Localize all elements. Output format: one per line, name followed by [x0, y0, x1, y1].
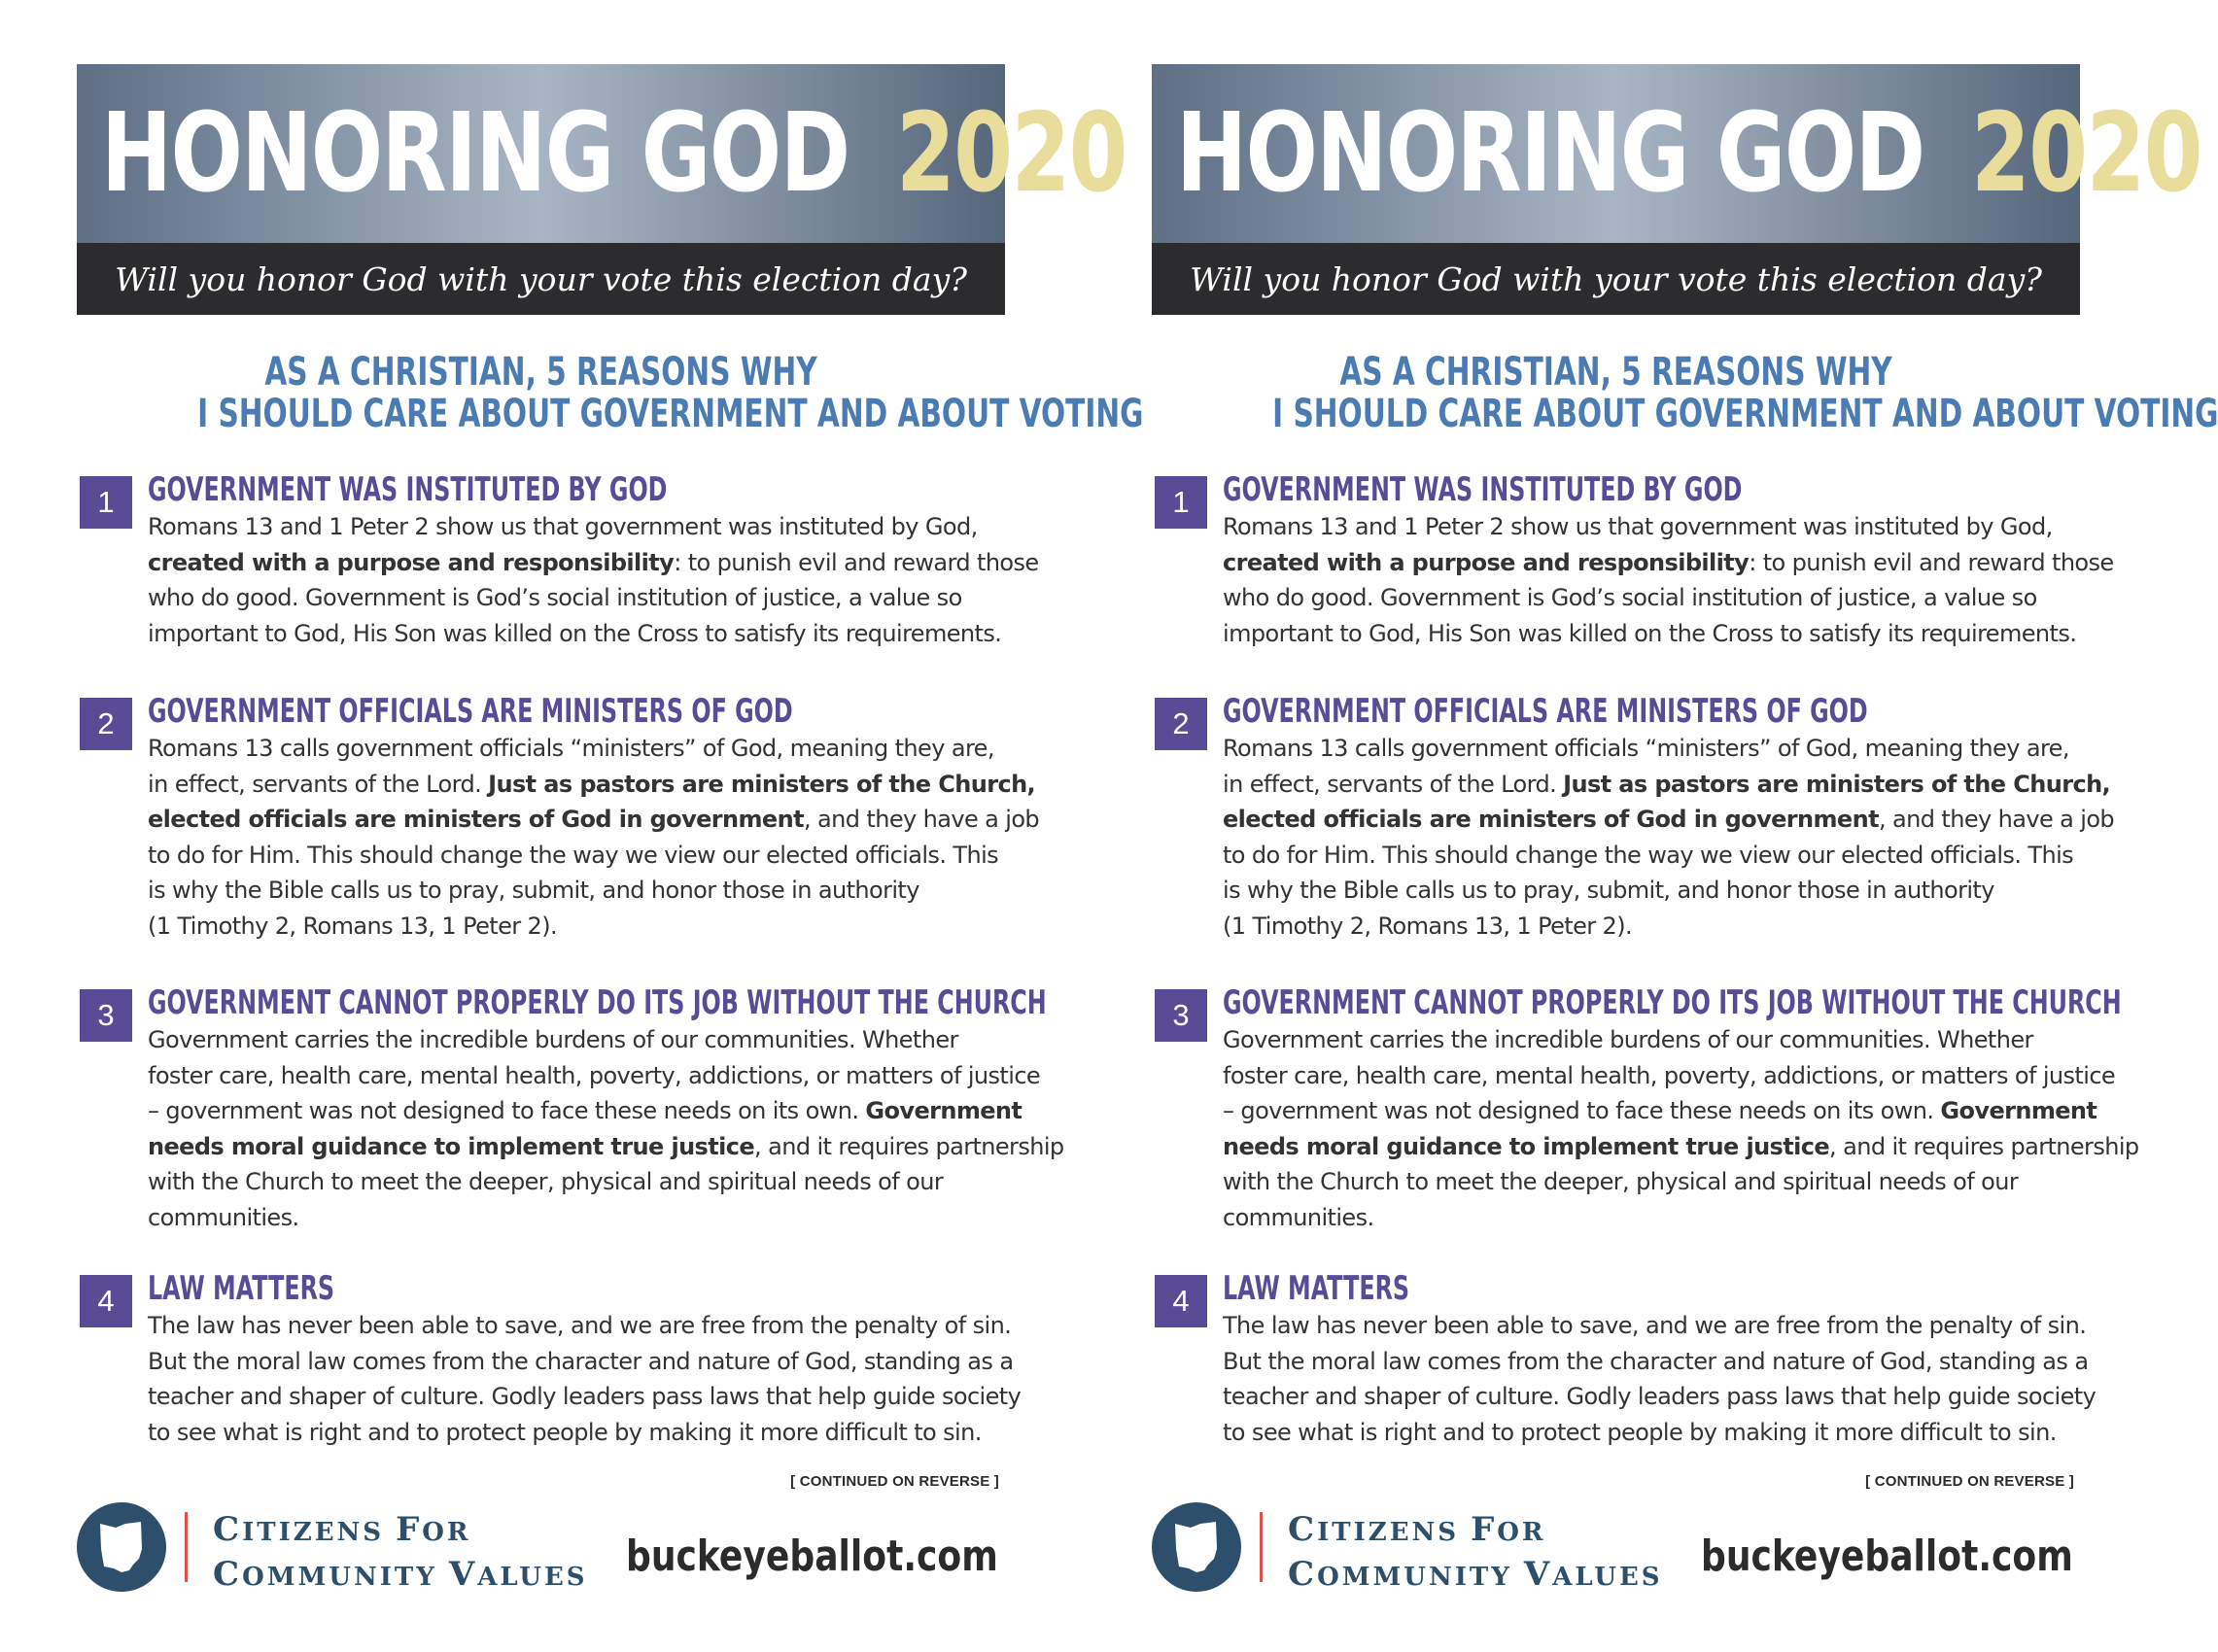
reason-body [1223, 509, 2114, 651]
body-text: But the moral law comes from the character and nature of God, standing as a [148, 1347, 1014, 1375]
reason-body [1223, 731, 2115, 944]
website-link[interactable]: buckeyeballot.com [626, 1532, 998, 1581]
body-text: , and they have a job [1878, 806, 2115, 833]
reason-body [148, 731, 1040, 944]
heading-line-2: I SHOULD CARE ABOUT GOVERNMENT AND ABOUT VOTING [1272, 392, 2218, 436]
continued-note: [ CONTINUED ON REVERSE ] [790, 1473, 999, 1490]
reason-number: 1 [80, 476, 132, 529]
footer [77, 1502, 1005, 1619]
section-heading [77, 350, 1144, 436]
body-text: The law has never been able to save, and we are free from the penalty of sin. [148, 1312, 1012, 1339]
body-text: : to punish evil and reward those [1749, 548, 2114, 576]
org-line-2: COMMUNITY VALUES [213, 1555, 588, 1594]
emphasis-text: elected officials are ministers of God in government [1223, 806, 1879, 833]
body-text: Government carries the incredible burdens of our communities. Whether [1223, 1026, 2033, 1053]
body-text: Romans 13 and 1 Peter 2 show us that government was instituted by God, [148, 513, 978, 540]
body-text: in effect, servants of the Lord. [1223, 770, 1564, 798]
reason-number: 2 [80, 698, 132, 750]
reason-body [1223, 1308, 2097, 1450]
body-text: , and it requires partnership [754, 1132, 1064, 1160]
body-text: – government was not designed to face these needs on its own. [148, 1097, 866, 1124]
heading-line-1: AS A CHRISTIAN, 5 REASONS WHY [264, 350, 817, 395]
reason-line [1223, 1344, 2089, 1380]
banner-title: HONORING GOD [1176, 90, 1924, 217]
reason-line [148, 731, 1003, 767]
body-text: (1 Timothy 2, Romans 13, 1 Peter 2). [148, 912, 558, 940]
reason-line [1223, 1164, 2078, 1200]
body-text: communities. [148, 1203, 299, 1231]
reason-number: 4 [80, 1275, 132, 1327]
body-text: Romans 13 calls government officials “ministers” of God, meaning they are, [1223, 735, 2069, 762]
reason-number: 3 [1155, 989, 1207, 1042]
reason-line [148, 1022, 1003, 1058]
body-text: foster care, health care, mental health, poverty, addictions, or matters of justice [148, 1061, 1041, 1089]
body-text: to see what is right and to protect people by making it more difficult to sin. [1223, 1418, 2057, 1446]
body-text: in effect, servants of the Lord. [148, 770, 489, 798]
reason-title: LAW MATTERS [1223, 1269, 1410, 1308]
reason-number: 2 [1155, 698, 1207, 750]
reason-line [1223, 1058, 2116, 1094]
body-text: who do good. Government is God’s social institution of justice, a value so [1223, 584, 2037, 611]
body-text: Romans 13 calls government officials “ministers” of God, meaning they are, [148, 735, 994, 762]
reason-line [148, 1200, 1003, 1236]
reason-line [148, 873, 1003, 909]
body-text: communities. [1223, 1203, 1374, 1231]
reason-line [148, 545, 1039, 581]
ohio-state-icon [1152, 1502, 1241, 1592]
reason-title: GOVERNMENT OFFICIALS ARE MINISTERS OF GOD [1223, 692, 1868, 731]
body-text: foster care, health care, mental health, poverty, addictions, or matters of justice [1223, 1061, 2116, 1089]
reason-line [148, 802, 1040, 838]
emphasis-text: elected officials are ministers of God in government [148, 806, 804, 833]
body-text: Romans 13 and 1 Peter 2 show us that government was instituted by God, [1223, 513, 2053, 540]
reason-line [148, 616, 1003, 652]
footer [1152, 1502, 2080, 1619]
reason-line [1223, 1093, 2097, 1129]
reason-body [1223, 1022, 2139, 1235]
emphasis-text: Just as pastors are ministers of the Church, [488, 770, 1036, 798]
org-line-1: CITIZENS FOR [213, 1510, 471, 1549]
section-heading [1152, 350, 2218, 436]
body-text: who do good. Government is God’s social institution of justice, a value so [148, 584, 962, 611]
reason-line [1223, 802, 2115, 838]
reason-body [148, 1308, 1022, 1450]
reason-line [1223, 1022, 2078, 1058]
flyer-panel-right [1152, 64, 2218, 1619]
reason-title: GOVERNMENT OFFICIALS ARE MINISTERS OF GOD [148, 692, 793, 731]
emphasis-text: created with a purpose and responsibility [1223, 548, 1750, 576]
reason-line [148, 1308, 1012, 1344]
reason-line [1223, 545, 2114, 581]
ohio-shape-icon [96, 1520, 147, 1574]
title-banner [1152, 64, 2201, 243]
body-text: important to God, His Son was killed on the Cross to satisfy its requirements. [1223, 619, 2077, 647]
body-text: – government was not designed to face these needs on its own. [1223, 1097, 1941, 1124]
body-text: with the Church to meet the deeper, physical and spiritual needs of our [1223, 1168, 2019, 1195]
reason-line [1223, 1200, 2078, 1236]
reason-line [148, 1058, 1041, 1094]
website-link[interactable]: buckeyeballot.com [1701, 1532, 2073, 1581]
body-text: to do for Him. This should change the way we view our elected officials. This [1223, 841, 2074, 869]
reason-line [1223, 580, 2078, 616]
reason-title: GOVERNMENT CANNOT PROPERLY DO ITS JOB WITHOUT THE CHURCH [1223, 983, 2122, 1022]
emphasis-text: Government [1940, 1097, 2097, 1124]
reason-number: 3 [80, 989, 132, 1042]
reason-line [148, 767, 1036, 803]
banner-title: HONORING GOD [101, 90, 849, 217]
body-text: is why the Bible calls us to pray, submit, and honor those in authority [148, 877, 919, 904]
body-text: Government carries the incredible burdens of our communities. Whether [148, 1026, 958, 1053]
reason-line [148, 1093, 1022, 1129]
org-line-2: COMMUNITY VALUES [1288, 1555, 1663, 1594]
logo-divider [185, 1512, 188, 1582]
body-text: is why the Bible calls us to pray, submit, and honor those in authority [1223, 877, 1994, 904]
reason-body [148, 509, 1039, 651]
body-text: with the Church to meet the deeper, physical and spiritual needs of our [148, 1168, 944, 1195]
body-text: , and they have a job [803, 806, 1040, 833]
body-text: teacher and shaper of culture. Godly leaders pass laws that help guide society [148, 1383, 1022, 1410]
banner-year: 2020 [895, 90, 1126, 217]
emphasis-text: Just as pastors are ministers of the Church, [1563, 770, 2111, 798]
heading-line-1: AS A CHRISTIAN, 5 REASONS WHY [1339, 350, 1892, 395]
reason-body [148, 1022, 1064, 1235]
logo-divider [1260, 1512, 1263, 1582]
reason-title: LAW MATTERS [148, 1269, 335, 1308]
reason-line [148, 1164, 1003, 1200]
body-text: teacher and shaper of culture. Godly leaders pass laws that help guide society [1223, 1383, 2097, 1410]
reason-line [1223, 767, 2111, 803]
emphasis-text: Government [865, 1097, 1022, 1124]
continued-note: [ CONTINUED ON REVERSE ] [1865, 1473, 2074, 1490]
reason-line [1223, 1129, 2139, 1165]
reason-line [1223, 838, 2078, 874]
reason-line [148, 1344, 1014, 1380]
banner-year: 2020 [1970, 90, 2201, 217]
reason-line [1223, 616, 2078, 652]
body-text: to do for Him. This should change the way we view our elected officials. This [148, 841, 999, 869]
ohio-shape-icon [1171, 1520, 1222, 1574]
reason-title: GOVERNMENT WAS INSTITUTED BY GOD [148, 470, 668, 509]
tagline: Will you honor God with your vote this election day? [77, 243, 1005, 315]
organization-name [1288, 1510, 1663, 1600]
heading-line-2: I SHOULD CARE ABOUT GOVERNMENT AND ABOUT VOTING [197, 392, 1144, 436]
body-text: to see what is right and to protect people by making it more difficult to sin. [148, 1418, 982, 1446]
reason-line [148, 909, 1003, 945]
body-text: important to God, His Son was killed on the Cross to satisfy its requirements. [148, 619, 1002, 647]
reason-line [1223, 1379, 2097, 1415]
title-banner [77, 64, 1126, 243]
reason-line [1223, 509, 2078, 545]
reason-line [1223, 909, 2078, 945]
organization-name [213, 1510, 588, 1600]
tagline: Will you honor God with your vote this election day? [1152, 243, 2080, 315]
reason-line [148, 580, 1003, 616]
reason-line [1223, 1415, 2078, 1451]
emphasis-text: needs moral guidance to implement true justice [1223, 1132, 1830, 1160]
org-line-1: CITIZENS FOR [1288, 1510, 1546, 1549]
body-text: (1 Timothy 2, Romans 13, 1 Peter 2). [1223, 912, 1633, 940]
body-text: : to punish evil and reward those [674, 548, 1039, 576]
reason-line [148, 838, 1003, 874]
emphasis-text: created with a purpose and responsibility [148, 548, 675, 576]
flyer-panel-left [77, 64, 1144, 1619]
reason-line [1223, 1308, 2087, 1344]
reason-line [1223, 873, 2078, 909]
ohio-state-icon [77, 1502, 166, 1592]
body-text: The law has never been able to save, and we are free from the penalty of sin. [1223, 1312, 2087, 1339]
emphasis-text: needs moral guidance to implement true justice [148, 1132, 755, 1160]
reason-line [148, 1415, 1003, 1451]
reason-title: GOVERNMENT CANNOT PROPERLY DO ITS JOB WITHOUT THE CHURCH [148, 983, 1047, 1022]
reason-line [148, 1129, 1064, 1165]
body-text: But the moral law comes from the character and nature of God, standing as a [1223, 1347, 2089, 1375]
reason-line [148, 509, 1003, 545]
reason-line [1223, 731, 2078, 767]
reason-number: 1 [1155, 476, 1207, 529]
reason-title: GOVERNMENT WAS INSTITUTED BY GOD [1223, 470, 1743, 509]
reason-number: 4 [1155, 1275, 1207, 1327]
reason-line [148, 1379, 1022, 1415]
body-text: , and it requires partnership [1829, 1132, 2139, 1160]
